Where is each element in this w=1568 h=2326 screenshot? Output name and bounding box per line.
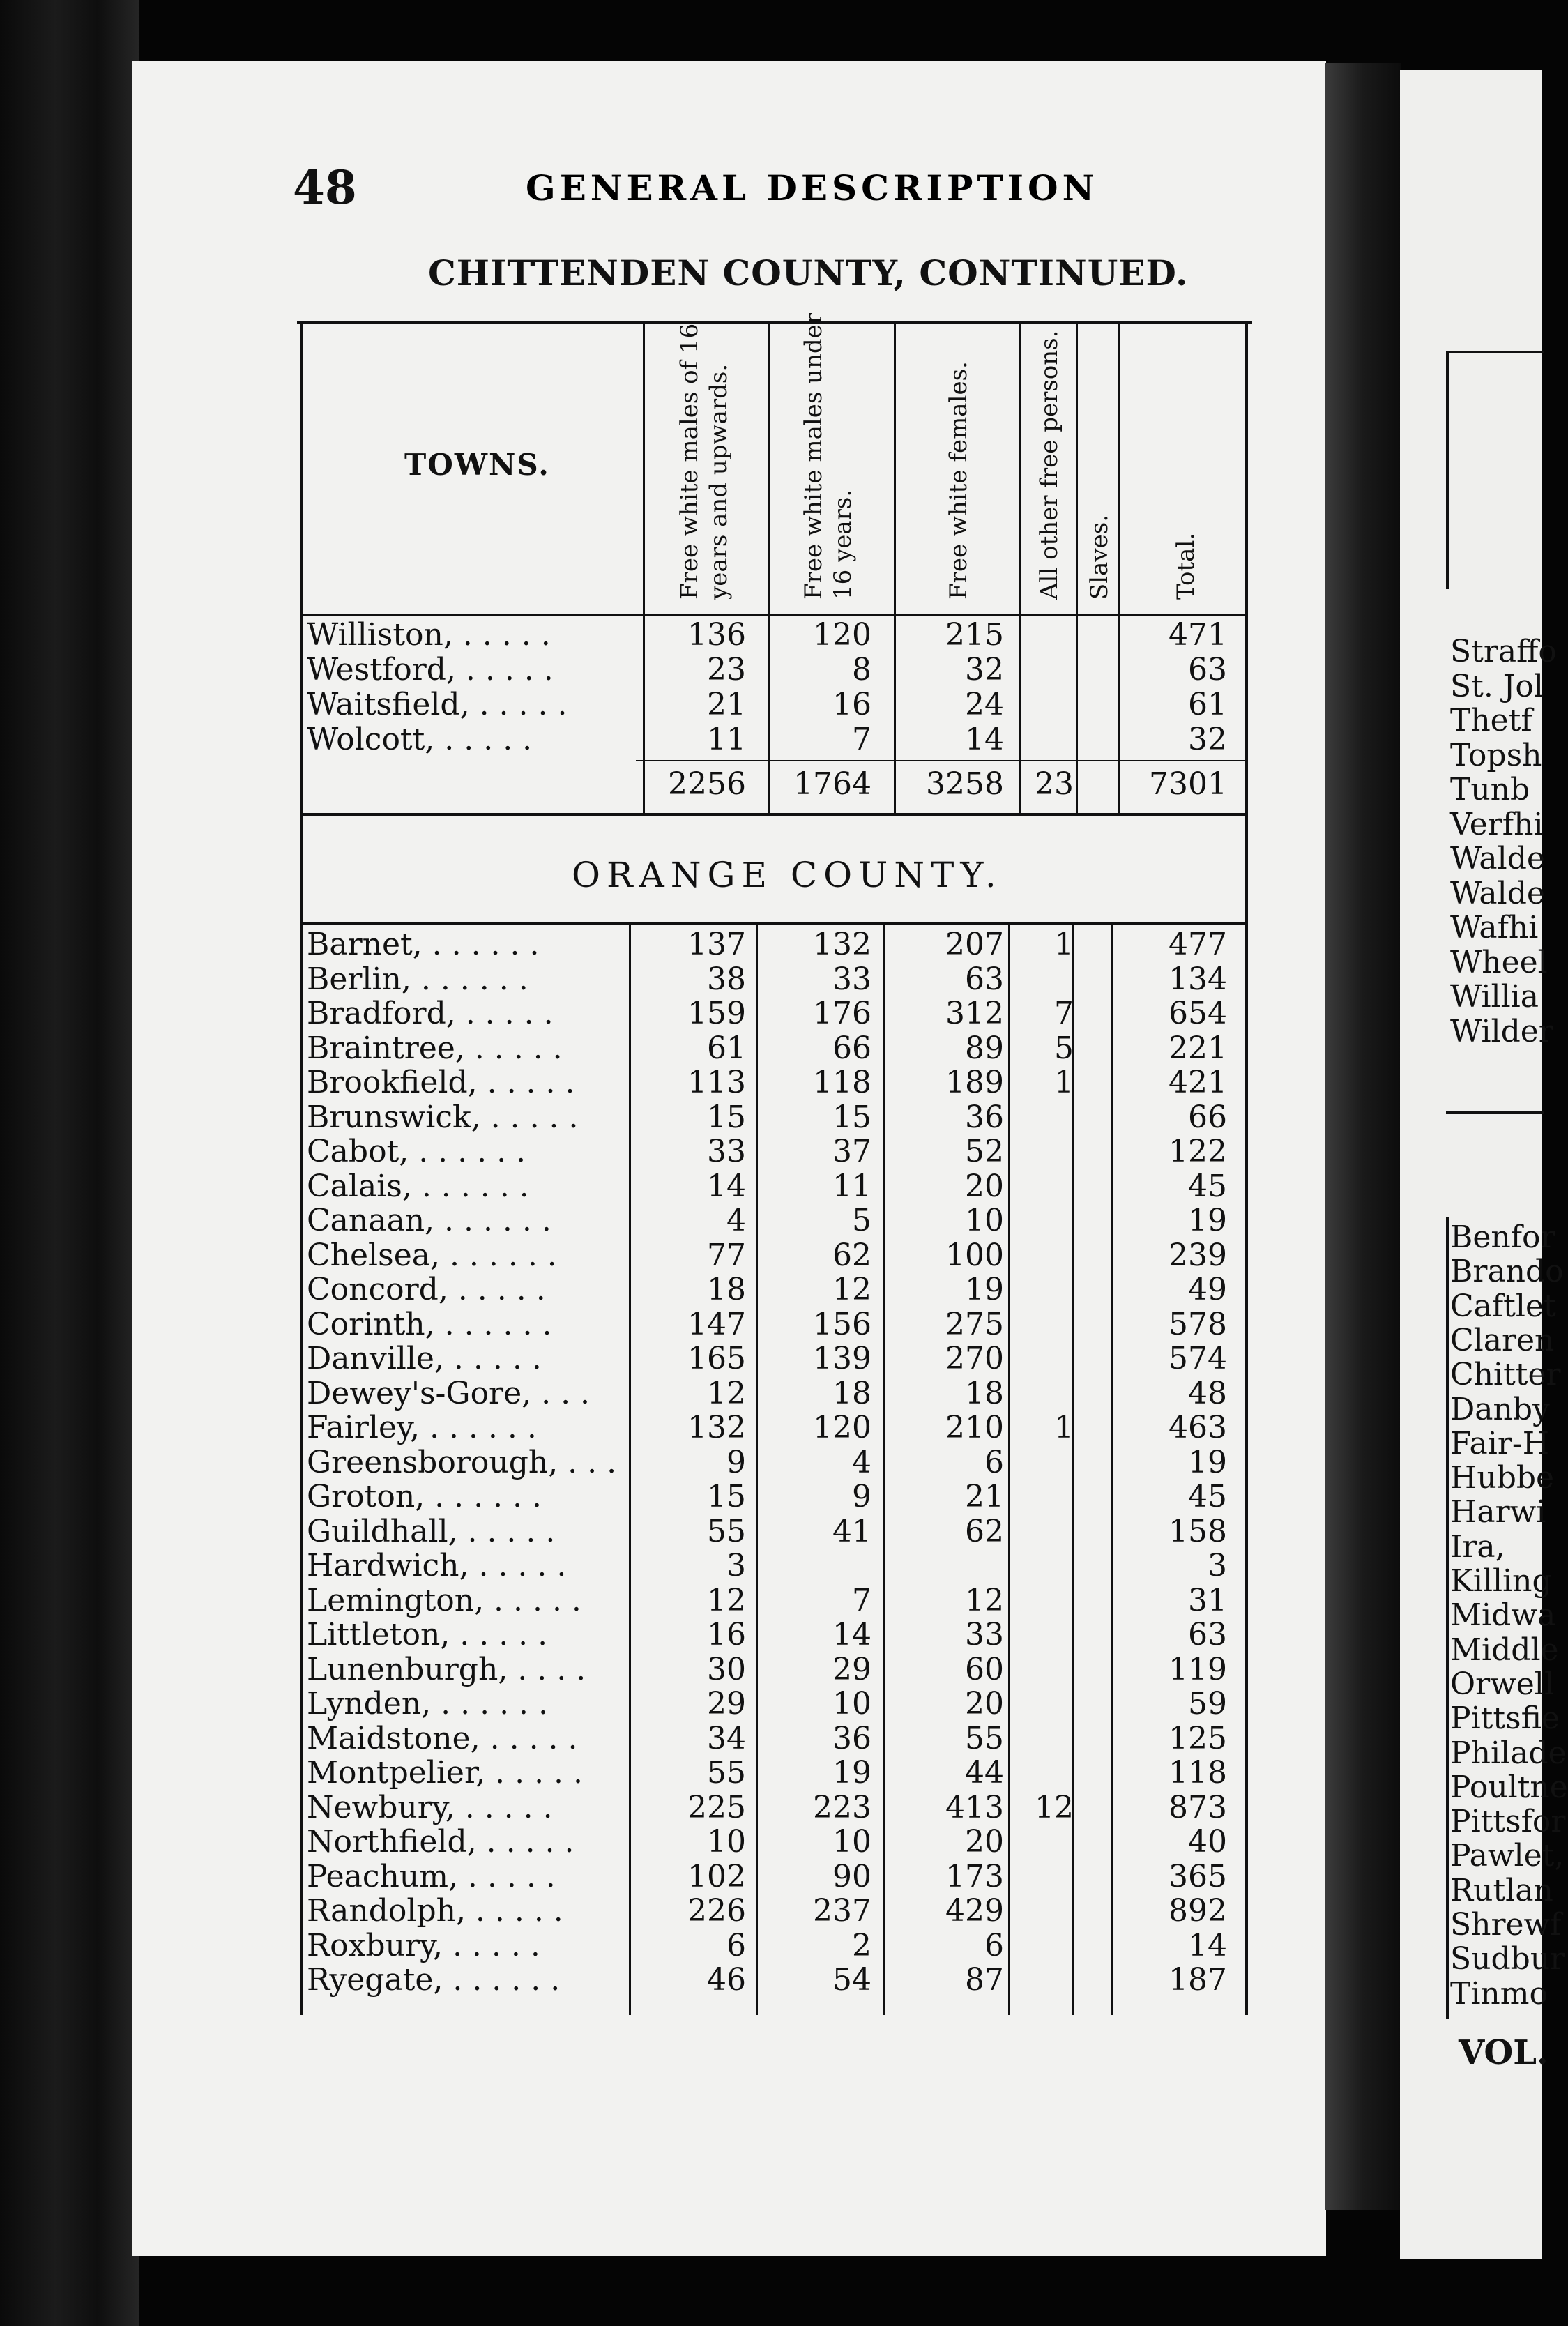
- facing-page-town-fragment: Danby: [1450, 1391, 1550, 1427]
- town-name: Lemington, . . . . .: [307, 1582, 581, 1618]
- cell-c3: 189: [945, 1065, 1004, 1100]
- table-row: [0, 1445, 1262, 1480]
- cell-c2: 66: [832, 1030, 871, 1066]
- facing-page-town-fragment: Benfor: [1450, 1219, 1555, 1255]
- town-name: Cabot, . . . . . .: [307, 1134, 526, 1169]
- facing-page-town-fragment: Shrewf: [1450, 1907, 1562, 1943]
- table-row: [0, 1238, 1262, 1273]
- town-name: Bradford, . . . . .: [307, 996, 554, 1031]
- cell-c6: 31: [1188, 1582, 1227, 1618]
- table-row: [0, 996, 1262, 1031]
- cell-c1: 29: [707, 1686, 746, 1721]
- cell-c1: 159: [687, 996, 746, 1031]
- cell-c2: 37: [832, 1134, 871, 1169]
- town-name: Dewey's-Gore, . . .: [307, 1375, 591, 1411]
- cell-c1: 226: [687, 1893, 746, 1929]
- cell-c2: 54: [832, 1962, 871, 1998]
- facing-page-town-fragment: Hubbe: [1450, 1460, 1555, 1496]
- cell-c1: 14: [707, 1168, 746, 1204]
- cell-c2: 139: [813, 1341, 871, 1376]
- cell-c6: 45: [1188, 1168, 1227, 1204]
- cell-c6: 118: [1169, 1755, 1227, 1791]
- facing-page-town-fragment: Harwi: [1450, 1494, 1546, 1530]
- cell-c2: 29: [832, 1651, 871, 1687]
- town-name: Lynden, . . . . . .: [307, 1686, 549, 1721]
- table-row: Westford, . . . . . 23 8 32 63: [307, 652, 1227, 687]
- cell-c2: 5: [852, 1203, 871, 1238]
- cell-c6: 892: [1169, 1893, 1227, 1929]
- column-header-white-females: Free white females.: [945, 361, 973, 600]
- town-name: Berlin, . . . . . .: [307, 961, 528, 997]
- column-header-total: Total.: [1172, 532, 1200, 600]
- cell-c3: 6: [984, 1444, 1004, 1480]
- facing-page-town-fragment: Fair-H: [1450, 1425, 1550, 1461]
- towns-column-header: TOWNS.: [404, 448, 550, 482]
- cell-c1: 6: [726, 1927, 746, 1963]
- facing-page-town-fragment: Thetf: [1450, 703, 1532, 738]
- facing-page-town-fragment: Pittsfor: [1450, 1804, 1566, 1840]
- cell-c1: 15: [707, 1479, 746, 1514]
- facing-page-town-fragment: Topsh: [1450, 737, 1542, 773]
- town-name: Lunenburgh, . . . .: [307, 1651, 586, 1687]
- totals-row: 2256 1764 3258 23 7301: [668, 766, 1227, 802]
- town-name: Northfield, . . . . .: [307, 1824, 574, 1860]
- cell-c1: 33: [707, 1134, 746, 1169]
- cell-c2: 15: [832, 1099, 871, 1135]
- table-row: [0, 1169, 1262, 1204]
- cell-c1: 55: [707, 1513, 746, 1549]
- table-row: [0, 1065, 1262, 1100]
- cell-c6: 59: [1188, 1686, 1227, 1721]
- cell-c3: 87: [965, 1962, 1004, 1998]
- cell-c1: 137: [687, 927, 746, 962]
- column-header-males-16-up: Free white males of 16 years and upwards.: [676, 323, 733, 600]
- table-row: [0, 1791, 1262, 1825]
- cell-c2: 4: [852, 1444, 871, 1480]
- facing-page-town-fragment: Midwa: [1450, 1597, 1556, 1634]
- table-row: [0, 1756, 1262, 1791]
- cell-c2: 19: [832, 1755, 871, 1791]
- cell-c3: 44: [965, 1755, 1004, 1791]
- town-name: Braintree, . . . . .: [307, 1030, 563, 1066]
- cell-c1: 15: [707, 1099, 746, 1135]
- cell-c3: 52: [965, 1134, 1004, 1169]
- cell-c1: 30: [707, 1651, 746, 1687]
- facing-page-town-fragment: Brando: [1450, 1254, 1564, 1290]
- town-name: Fairley, . . . . . .: [307, 1410, 537, 1445]
- cell-c6: 221: [1169, 1030, 1227, 1066]
- facing-page-town-fragment: Chitter: [1450, 1357, 1561, 1393]
- town-name: Guildhall, . . . . .: [307, 1513, 556, 1549]
- cell-c6: 45: [1188, 1479, 1227, 1514]
- cell-c1: 61: [707, 1030, 746, 1066]
- cell-c2: 62: [832, 1237, 871, 1273]
- table-row: [0, 1480, 1262, 1514]
- cell-c6: 463: [1169, 1410, 1227, 1445]
- facing-page-vol: VOL.: [1459, 2033, 1548, 2072]
- cell-c2: 120: [813, 1410, 871, 1445]
- table-row: [0, 1894, 1262, 1929]
- cell-c1: 18: [707, 1272, 746, 1307]
- cell-c3: 429: [945, 1893, 1004, 1929]
- facing-page-town-fragment: Sudbur: [1450, 1941, 1565, 1977]
- cell-c6: 158: [1169, 1513, 1227, 1549]
- facing-page-town-fragment: Wilder: [1450, 1013, 1553, 1049]
- table-row: [0, 1825, 1262, 1860]
- book-gutter-right: [1325, 63, 1401, 2210]
- facing-page-town-fragment: Verfhi: [1450, 806, 1544, 842]
- column-header-males-under-16: Free white males under 16 years.: [800, 312, 857, 600]
- cell-c3: 210: [945, 1410, 1004, 1445]
- facing-page-town-fragment: Rutlan: [1450, 1872, 1553, 1908]
- town-name: Barnet, . . . . . .: [307, 927, 540, 962]
- table-row: [0, 1031, 1262, 1066]
- cell-c4: 7: [1054, 996, 1074, 1031]
- column-header-slaves: Slaves.: [1086, 514, 1113, 600]
- facing-page-town-fragment: Orwell: [1450, 1666, 1554, 1702]
- cell-c3: 270: [945, 1341, 1004, 1376]
- facing-page-town-fragment: Wafhi: [1450, 910, 1539, 945]
- table-row: [0, 1134, 1262, 1169]
- cell-c3: 100: [945, 1237, 1004, 1273]
- cell-c3: 33: [965, 1617, 1004, 1652]
- cell-c6: 19: [1188, 1444, 1227, 1480]
- cell-c4: 12: [1035, 1789, 1074, 1825]
- cell-c6: 365: [1169, 1858, 1227, 1894]
- table-row: [0, 1652, 1262, 1687]
- cell-c4: 1: [1054, 1065, 1074, 1100]
- table-row: [0, 1583, 1262, 1618]
- cell-c2: 2: [852, 1927, 871, 1963]
- cell-c2: 132: [813, 927, 871, 962]
- town-name: Groton, . . . . . .: [307, 1479, 542, 1514]
- cell-c1: 12: [707, 1375, 746, 1411]
- cell-c3: 36: [965, 1099, 1004, 1135]
- table-row: [0, 1411, 1262, 1445]
- cell-c2: 12: [832, 1272, 871, 1307]
- facing-page-town-fragment: Philade: [1450, 1735, 1567, 1771]
- facing-page-town-fragment: Tunb: [1450, 772, 1530, 807]
- table-row: [0, 1963, 1262, 1998]
- table-row: [0, 1929, 1262, 1963]
- cell-c1: 132: [687, 1410, 746, 1445]
- town-name: Roxbury, . . . . .: [307, 1927, 540, 1963]
- cell-c6: 48: [1188, 1375, 1227, 1411]
- cell-c6: 63: [1188, 1617, 1227, 1652]
- town-name: Ryegate, . . . . . .: [307, 1962, 561, 1998]
- facing-page-town-fragment: Willia: [1450, 979, 1539, 1014]
- facing-page-town-fragment: Middle: [1450, 1632, 1559, 1668]
- town-name: Randolph, . . . . .: [307, 1893, 563, 1929]
- town-name: Brookfield, . . . . .: [307, 1065, 575, 1100]
- cell-c2: 36: [832, 1720, 871, 1756]
- table-row: [0, 1721, 1262, 1756]
- page-number: 48: [293, 160, 357, 215]
- cell-c1: 3: [726, 1548, 746, 1583]
- cell-c3: 10: [965, 1203, 1004, 1238]
- cell-c3: 20: [965, 1686, 1004, 1721]
- facing-page-town-fragment: Ira,: [1450, 1528, 1505, 1565]
- cell-c4: 1: [1054, 927, 1074, 962]
- cell-c6: 421: [1169, 1065, 1227, 1100]
- facing-page-town-fragment: Claren: [1450, 1322, 1555, 1358]
- cell-c4: 1: [1054, 1410, 1074, 1445]
- cell-c3: 413: [945, 1789, 1004, 1825]
- cell-c2: 118: [813, 1065, 871, 1100]
- town-name: Brunswick, . . . . .: [307, 1099, 579, 1135]
- town-name: Montpelier, . . . . .: [307, 1755, 583, 1791]
- cell-c2: 237: [813, 1893, 871, 1929]
- facing-page-town-fragment: Killing: [1450, 1563, 1552, 1599]
- cell-c2: 7: [852, 1582, 871, 1618]
- cell-c3: 6: [984, 1927, 1004, 1963]
- cell-c3: 312: [945, 996, 1004, 1031]
- facing-page-town-fragment: Wheel: [1450, 944, 1548, 980]
- cell-c2: 223: [813, 1789, 871, 1825]
- cell-c3: 275: [945, 1306, 1004, 1342]
- cell-c2: 11: [832, 1168, 871, 1204]
- facing-page-town-fragment: Tinmo: [1450, 1975, 1548, 2012]
- cell-c3: 20: [965, 1824, 1004, 1860]
- cell-c6: 122: [1169, 1134, 1227, 1169]
- cell-c6: 239: [1169, 1237, 1227, 1273]
- cell-c6: 14: [1188, 1927, 1227, 1963]
- table-row: [0, 1514, 1262, 1549]
- cell-c2: 10: [832, 1824, 871, 1860]
- facing-page-town-fragment: Walde: [1450, 841, 1545, 876]
- table-row: [0, 962, 1262, 997]
- cell-c1: 4: [726, 1203, 746, 1238]
- cell-c6: 873: [1169, 1789, 1227, 1825]
- table-row: [0, 1272, 1262, 1307]
- cell-c6: 574: [1169, 1341, 1227, 1376]
- table-row: [0, 1687, 1262, 1721]
- facing-page-town-fragment: Walde: [1450, 875, 1545, 911]
- facing-page-town-fragment: Caftlet: [1450, 1288, 1556, 1324]
- cell-c4: 5: [1054, 1030, 1074, 1066]
- cell-c3: 60: [965, 1651, 1004, 1687]
- cell-c6: 66: [1188, 1099, 1227, 1135]
- cell-c3: 173: [945, 1858, 1004, 1894]
- cell-c1: 10: [707, 1824, 746, 1860]
- cell-c6: 654: [1169, 996, 1227, 1031]
- town-name: Maidstone, . . . . .: [307, 1720, 578, 1756]
- town-name: Littleton, . . . . .: [307, 1617, 548, 1652]
- cell-c2: 18: [832, 1375, 871, 1411]
- cell-c3: 12: [965, 1582, 1004, 1618]
- table-row: Waitsfield, . . . . . 21 16 24 61: [307, 687, 1227, 722]
- column-header-other-free-persons: All other free persons.: [1035, 330, 1063, 600]
- cell-c3: 89: [965, 1030, 1004, 1066]
- cell-c1: 147: [687, 1306, 746, 1342]
- cell-c6: 3: [1208, 1548, 1227, 1583]
- table-row: [0, 1376, 1262, 1411]
- cell-c1: 34: [707, 1720, 746, 1756]
- cell-c2: 33: [832, 961, 871, 997]
- town-name: Danville, . . . . .: [307, 1341, 542, 1376]
- cell-c3: 63: [965, 961, 1004, 997]
- table-row: [0, 1100, 1262, 1135]
- cell-c3: 20: [965, 1168, 1004, 1204]
- town-name: Canaan, . . . . . .: [307, 1203, 551, 1238]
- cell-c2: 156: [813, 1306, 871, 1342]
- town-name: Concord, . . . . .: [307, 1272, 546, 1307]
- cell-c1: 77: [707, 1237, 746, 1273]
- cell-c1: 16: [707, 1617, 746, 1652]
- cell-c1: 46: [707, 1962, 746, 1998]
- town-name: Chelsea, . . . . . .: [307, 1237, 557, 1273]
- cell-c6: 125: [1169, 1720, 1227, 1756]
- town-name: Peachum, . . . . .: [307, 1858, 556, 1894]
- cell-c1: 9: [726, 1444, 746, 1480]
- facing-page-town-fragment: Straffo: [1450, 634, 1557, 669]
- cell-c1: 55: [707, 1755, 746, 1791]
- cell-c6: 40: [1188, 1824, 1227, 1860]
- cell-c6: 19: [1188, 1203, 1227, 1238]
- facing-page-town-fragment: St. Jol: [1450, 668, 1544, 704]
- facing-page-town-fragment: Pittsfie: [1450, 1701, 1560, 1737]
- cell-c1: 102: [687, 1858, 746, 1894]
- cell-c3: 18: [965, 1375, 1004, 1411]
- running-head: GENERAL DESCRIPTION: [526, 167, 1099, 208]
- cell-c1: 113: [687, 1065, 746, 1100]
- table-row: [0, 1203, 1262, 1238]
- cell-c2: 41: [832, 1513, 871, 1549]
- orange-county-title: ORANGE COUNTY.: [572, 855, 1003, 895]
- section-title: CHITTENDEN COUNTY, CONTINUED.: [428, 252, 1189, 294]
- facing-page-town-fragment: Pawlet,: [1450, 1838, 1565, 1874]
- cell-c2: 9: [852, 1479, 871, 1514]
- cell-c6: 49: [1188, 1272, 1227, 1307]
- cell-c1: 38: [707, 961, 746, 997]
- cell-c3: 62: [965, 1513, 1004, 1549]
- town-name: Greensborough, . . .: [307, 1444, 617, 1480]
- town-name: Newbury, . . . . .: [307, 1789, 553, 1825]
- cell-c3: 21: [965, 1479, 1004, 1514]
- table-row: [0, 1618, 1262, 1652]
- cell-c3: 55: [965, 1720, 1004, 1756]
- table-row: [0, 1860, 1262, 1894]
- cell-c1: 12: [707, 1582, 746, 1618]
- table-row: [0, 927, 1262, 962]
- cell-c2: 10: [832, 1686, 871, 1721]
- cell-c2: 176: [813, 996, 871, 1031]
- cell-c3: 207: [945, 927, 1004, 962]
- cell-c1: 165: [687, 1341, 746, 1376]
- cell-c6: 119: [1169, 1651, 1227, 1687]
- table-row: Wolcott, . . . . . 11 7 14 32: [307, 722, 1227, 757]
- cell-c6: 477: [1169, 927, 1227, 962]
- town-name: Hardwich, . . . . .: [307, 1548, 567, 1583]
- table-row: [0, 1549, 1262, 1583]
- table-row: [0, 1307, 1262, 1342]
- table-row: Williston, . . . . . 136 120 215 471: [307, 617, 1227, 653]
- cell-c6: 578: [1169, 1306, 1227, 1342]
- cell-c3: 19: [965, 1272, 1004, 1307]
- cell-c2: 90: [832, 1858, 871, 1894]
- facing-page-town-fragment: Poultne: [1450, 1769, 1568, 1805]
- cell-c6: 134: [1169, 961, 1227, 997]
- table-row: [0, 1341, 1262, 1376]
- cell-c2: 14: [832, 1617, 871, 1652]
- town-name: Calais, . . . . . .: [307, 1168, 529, 1204]
- cell-c1: 225: [687, 1789, 746, 1825]
- cell-c6: 187: [1169, 1962, 1227, 1998]
- town-name: Corinth, . . . . . .: [307, 1306, 552, 1342]
